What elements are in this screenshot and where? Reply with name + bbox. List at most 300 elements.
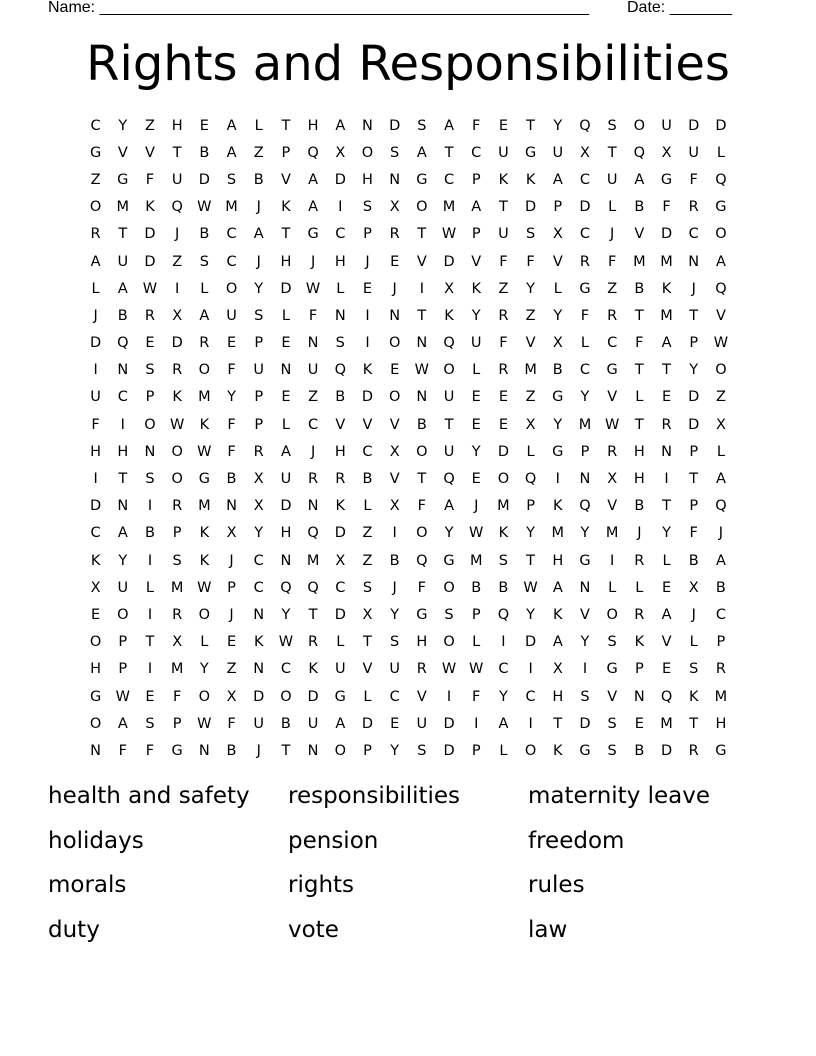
grid-letter: J xyxy=(310,253,316,270)
grid-letter: I xyxy=(93,362,98,379)
grid-letter: M xyxy=(198,498,211,515)
grid-letter: X xyxy=(172,307,183,324)
grid-letter: P xyxy=(634,661,644,678)
grid-letter: X xyxy=(172,634,183,651)
grid-letter: E xyxy=(661,389,672,406)
grid-letter: G xyxy=(606,661,618,678)
grid-letter: S xyxy=(254,307,264,324)
grid-letter: R xyxy=(498,307,509,324)
grid-letter: O xyxy=(388,389,401,406)
grid-letter: W xyxy=(414,362,430,379)
grid-letter: Z xyxy=(498,280,509,297)
grid-letter: A xyxy=(416,144,427,161)
grid-letter: O xyxy=(89,634,102,651)
grid-letter: T xyxy=(118,471,128,488)
grid-letter: Z xyxy=(90,171,101,188)
grid-letter: F xyxy=(689,525,698,542)
grid-letter: V xyxy=(389,416,400,433)
grid-letter: C xyxy=(579,226,591,243)
grid-letter: Y xyxy=(471,443,481,460)
grid-letter: S xyxy=(607,117,617,134)
grid-letter: N xyxy=(117,498,129,515)
grid-letter: U xyxy=(470,335,482,352)
grid-letter: R xyxy=(634,606,645,623)
grid-letter: G xyxy=(443,552,455,569)
grid-letter: C xyxy=(607,335,618,352)
grid-letter: J xyxy=(229,552,234,569)
grid-letter: A xyxy=(253,226,264,243)
grid-letter: C xyxy=(579,171,591,188)
grid-letter: M xyxy=(306,552,320,569)
grid-letter: I xyxy=(147,552,153,569)
grid-letter: X xyxy=(226,525,237,542)
grid-letter: D xyxy=(389,117,401,134)
grid-letter: P xyxy=(363,226,372,243)
grid-letter: K xyxy=(199,552,210,569)
grid-letter: V xyxy=(607,389,618,406)
grid-letter: P xyxy=(281,144,291,161)
grid-letter: H xyxy=(90,661,102,678)
grid-letter: U xyxy=(498,144,509,161)
grid-letter: I xyxy=(555,471,560,488)
grid-letter: Q xyxy=(443,471,455,488)
word-list-item: freedom xyxy=(528,827,625,854)
grid-letter: H xyxy=(416,634,428,651)
grid-letter: R xyxy=(715,661,726,678)
grid-letter: Z xyxy=(715,389,726,406)
grid-letter: I xyxy=(501,634,506,651)
grid-letter: Q xyxy=(117,335,129,352)
grid-letter: U xyxy=(443,389,455,406)
grid-letter: V xyxy=(145,144,155,161)
grid-letter: W xyxy=(604,416,620,433)
grid-letter: E xyxy=(498,117,508,134)
grid-letter: N xyxy=(416,389,428,406)
grid-letter: T xyxy=(634,307,644,324)
word-list-item: morals xyxy=(48,872,127,898)
grid-letter: D xyxy=(525,199,537,216)
word-list-item: law xyxy=(528,916,568,943)
grid-letter: G xyxy=(416,606,428,623)
grid-letter: N xyxy=(253,661,265,678)
grid-letter: Q xyxy=(497,606,510,623)
grid-letter: W xyxy=(469,525,484,542)
grid-letter: W xyxy=(169,416,185,433)
grid-letter: A xyxy=(661,606,672,623)
grid-letter: K xyxy=(199,416,210,433)
grid-letter: P xyxy=(689,498,699,515)
grid-letter: R xyxy=(634,552,645,569)
grid-letter: N xyxy=(307,742,319,759)
grid-letter: R xyxy=(172,362,183,379)
grid-letter: T xyxy=(444,144,454,161)
grid-letter: D xyxy=(307,688,319,705)
grid-letter: O xyxy=(416,199,428,216)
grid-letter: G xyxy=(416,171,428,188)
grid-letter: Y xyxy=(227,389,236,406)
grid-letter: T xyxy=(689,471,699,488)
grid-letter: J xyxy=(691,606,696,623)
grid-letter: V xyxy=(389,471,400,488)
header xyxy=(48,0,748,18)
grid-letter: M xyxy=(524,362,537,379)
grid-letter: B xyxy=(634,280,645,297)
grid-letter: E xyxy=(471,471,481,488)
grid-letter: F xyxy=(472,117,481,134)
grid-letter: T xyxy=(689,307,699,324)
grid-letter: I xyxy=(582,661,588,678)
word-list-item: health and safety xyxy=(48,783,250,809)
grid-letter: J xyxy=(610,226,615,243)
grid-letter: O xyxy=(361,144,374,161)
grid-letter: M xyxy=(660,307,673,324)
grid-letter: C xyxy=(253,552,264,569)
word-list-item: pension xyxy=(288,827,379,854)
grid-letter: Q xyxy=(660,688,673,705)
grid-letter: K xyxy=(498,525,509,542)
grid-letter: D xyxy=(660,226,673,243)
grid-letter: W xyxy=(197,579,212,596)
grid-letter: N xyxy=(688,253,700,270)
grid-letter: T xyxy=(281,742,291,759)
grid-letter: T xyxy=(689,715,699,732)
grid-letter: F xyxy=(499,335,508,352)
grid-letter: Z xyxy=(145,117,155,134)
grid-letter: Y xyxy=(580,525,590,542)
grid-letter: G xyxy=(89,688,102,705)
grid-letter: Y xyxy=(662,525,671,542)
grid-letter: E xyxy=(661,661,672,678)
grid-letter: F xyxy=(635,335,644,352)
grid-letter: E xyxy=(145,335,155,352)
grid-letter: B xyxy=(634,498,645,515)
grid-letter: N xyxy=(307,335,319,352)
grid-letter: R xyxy=(144,307,155,324)
grid-letter: I xyxy=(147,606,153,623)
grid-letter: U xyxy=(389,661,400,678)
grid-letter: L xyxy=(200,634,209,651)
grid-letter: D xyxy=(253,688,265,705)
grid-letter: V xyxy=(607,688,618,705)
grid-letter: R xyxy=(688,199,699,216)
grid-letter: T xyxy=(145,634,155,651)
grid-letter: V xyxy=(525,335,536,352)
grid-letter: G xyxy=(660,171,673,188)
grid-letter: Z xyxy=(362,525,373,542)
grid-letter: J xyxy=(637,525,642,542)
grid-letter: Y xyxy=(254,525,264,542)
grid-letter: Q xyxy=(579,498,591,515)
grid-letter: L xyxy=(91,280,100,297)
grid-letter: N xyxy=(90,742,102,759)
grid-letter: B xyxy=(416,416,427,433)
grid-letter: O xyxy=(715,226,727,243)
grid-letter: B xyxy=(199,226,210,243)
grid-letter: K xyxy=(553,606,563,623)
grid-letter: Y xyxy=(553,117,563,134)
grid-letter: G xyxy=(579,552,591,569)
grid-letter: D xyxy=(144,253,156,270)
word-list-item: responsibilities xyxy=(288,783,461,809)
grid-letter: H xyxy=(280,525,292,542)
grid-letter: J xyxy=(392,280,397,297)
grid-letter: V xyxy=(335,416,346,433)
grid-letter: N xyxy=(389,307,401,324)
grid-letter: X xyxy=(607,471,618,488)
grid-letter: M xyxy=(497,498,510,515)
grid-letter: E xyxy=(91,606,101,623)
grid-letter: H xyxy=(171,117,183,134)
grid-letter: I xyxy=(365,307,370,324)
grid-letter: P xyxy=(363,742,372,759)
grid-letter: H xyxy=(552,552,564,569)
grid-letter: Y xyxy=(118,552,128,569)
grid-letter: S xyxy=(145,471,155,488)
grid-letter: L xyxy=(200,280,209,297)
grid-letter: Y xyxy=(689,362,699,379)
grid-letter: C xyxy=(471,144,482,161)
grid-letter: T xyxy=(634,416,644,433)
grid-letter: P xyxy=(172,715,182,732)
grid-letter: L xyxy=(472,362,481,379)
grid-letter: E xyxy=(390,362,400,379)
grid-letter: L xyxy=(689,634,698,651)
grid-letter: H xyxy=(280,253,292,270)
grid-letter: I xyxy=(528,661,533,678)
grid-letter: X xyxy=(552,661,563,678)
grid-letter: P xyxy=(471,742,481,759)
grid-letter: O xyxy=(334,742,346,759)
grid-letter: A xyxy=(226,117,237,134)
grid-letter: B xyxy=(715,579,726,596)
grid-letter: C xyxy=(226,226,237,243)
grid-letter: M xyxy=(170,579,184,596)
grid-letter: M xyxy=(633,253,646,270)
grid-letter: D xyxy=(361,389,374,406)
grid-letter: A xyxy=(715,253,726,270)
grid-letter: I xyxy=(147,498,153,515)
grid-letter: T xyxy=(281,117,291,134)
grid-letter: A xyxy=(634,171,645,188)
grid-letter: S xyxy=(226,171,237,188)
grid-letter: U xyxy=(688,144,700,161)
grid-letter: Y xyxy=(118,117,128,134)
grid-letter: Y xyxy=(526,525,536,542)
grid-letter: S xyxy=(335,335,345,352)
grid-letter: W xyxy=(713,335,729,352)
grid-letter: N xyxy=(579,579,591,596)
grid-letter: N xyxy=(307,498,319,515)
grid-letter: E xyxy=(145,688,155,705)
grid-letter: N xyxy=(633,688,645,705)
grid-letter: E xyxy=(661,579,672,596)
grid-letter: B xyxy=(389,552,400,569)
grid-letter: R xyxy=(661,416,672,433)
grid-letter: K xyxy=(553,742,563,759)
grid-letter: K xyxy=(553,498,563,515)
grid-letter: J xyxy=(256,253,261,270)
grid-letter: G xyxy=(606,362,618,379)
grid-letter: K xyxy=(253,634,264,651)
grid-letter: F xyxy=(227,443,236,460)
grid-letter: A xyxy=(308,199,319,216)
grid-letter: M xyxy=(198,389,211,406)
grid-letter: F xyxy=(526,253,535,270)
grid-letter: S xyxy=(417,742,427,759)
grid-letter: L xyxy=(145,579,155,596)
grid-letter: L xyxy=(662,552,671,569)
grid-letter: Q xyxy=(715,171,727,188)
grid-letter: G xyxy=(579,280,591,297)
grid-letter: V xyxy=(280,171,291,188)
grid-letter: P xyxy=(716,634,726,651)
grid-letter: T xyxy=(444,416,454,433)
grid-letter: K xyxy=(498,171,509,188)
grid-letter: O xyxy=(117,606,129,623)
grid-letter: I xyxy=(365,335,370,352)
grid-letter: D xyxy=(144,226,156,243)
grid-letter: C xyxy=(362,443,373,460)
grid-letter: K xyxy=(471,280,481,297)
grid-letter: W xyxy=(197,443,212,460)
grid-letter: V xyxy=(552,253,563,270)
grid-letter: N xyxy=(362,117,373,134)
grid-letter: B xyxy=(199,144,210,161)
grid-letter: V xyxy=(607,498,618,515)
grid-letter: S xyxy=(362,199,373,216)
grid-letter: V xyxy=(661,634,672,651)
grid-letter: W xyxy=(441,226,457,243)
grid-letter: M xyxy=(714,688,728,705)
grid-letter: H xyxy=(715,715,727,732)
grid-letter: D xyxy=(688,416,700,433)
grid-letter: I xyxy=(120,416,125,433)
grid-letter: O xyxy=(443,362,455,379)
grid-letter: X xyxy=(444,280,454,297)
grid-letter: O xyxy=(198,606,211,623)
grid-letter: I xyxy=(147,661,153,678)
grid-letter: D xyxy=(660,742,673,759)
grid-letter: X xyxy=(552,226,563,243)
grid-letter: W xyxy=(523,579,538,596)
grid-letter: N xyxy=(389,171,401,188)
grid-letter: W xyxy=(197,199,212,216)
grid-letter: L xyxy=(336,280,345,297)
grid-letter: S xyxy=(689,661,699,678)
grid-letter: F xyxy=(417,498,427,515)
grid-letter: Y xyxy=(580,634,590,651)
grid-letter: O xyxy=(416,525,428,542)
grid-letter: U xyxy=(117,579,129,596)
grid-letter: M xyxy=(469,552,483,569)
grid-letter: P xyxy=(172,525,182,542)
grid-letter: I xyxy=(474,715,479,732)
grid-letter: G xyxy=(117,171,129,188)
grid-letter: Z xyxy=(253,144,264,161)
grid-letter: A xyxy=(715,471,726,488)
grid-letter: P xyxy=(254,389,264,406)
grid-letter: P xyxy=(471,606,481,623)
grid-letter: X xyxy=(253,498,264,515)
grid-letter: R xyxy=(308,471,319,488)
grid-letter: O xyxy=(280,688,292,705)
grid-letter: X xyxy=(715,416,726,433)
grid-letter: F xyxy=(662,199,671,216)
grid-letter: N xyxy=(226,498,237,515)
grid-letter: V xyxy=(471,253,482,270)
grid-letter: X xyxy=(253,471,264,488)
date-field-label: Date: _______ xyxy=(627,0,732,16)
grid-letter: R xyxy=(253,443,264,460)
grid-letter: I xyxy=(392,525,397,542)
grid-letter: C xyxy=(226,253,237,270)
grid-letter: B xyxy=(552,362,563,379)
grid-letter: O xyxy=(198,688,211,705)
grid-letter: Z xyxy=(525,389,536,406)
grid-letter: D xyxy=(443,253,455,270)
grid-letter: O xyxy=(388,335,401,352)
grid-letter: W xyxy=(115,688,130,705)
grid-letter: U xyxy=(498,226,509,243)
grid-letter: Q xyxy=(443,335,455,352)
grid-letter: J xyxy=(310,443,316,460)
grid-letter: T xyxy=(498,199,508,216)
grid-letter: I xyxy=(175,280,180,297)
grid-letter: F xyxy=(227,715,236,732)
grid-letter: P xyxy=(254,335,264,352)
grid-letter: E xyxy=(634,715,644,732)
grid-letter: G xyxy=(89,144,102,161)
grid-letter: A xyxy=(335,715,346,732)
grid-letter: I xyxy=(93,471,98,488)
grid-letter: C xyxy=(579,362,591,379)
grid-letter: G xyxy=(334,688,346,705)
grid-letter: A xyxy=(117,525,128,542)
grid-letter: B xyxy=(253,171,264,188)
grid-letter: S xyxy=(525,226,536,243)
grid-letter: B xyxy=(471,579,482,596)
grid-letter: S xyxy=(607,634,617,651)
grid-letter: O xyxy=(171,443,183,460)
grid-letter: N xyxy=(198,742,210,759)
grid-letter: A xyxy=(199,307,210,324)
grid-letter: T xyxy=(417,471,427,488)
grid-letter: F xyxy=(118,742,127,759)
grid-letter: P xyxy=(227,579,236,596)
grid-letter: A xyxy=(444,117,454,134)
grid-letter: L xyxy=(526,443,535,460)
grid-letter: F xyxy=(172,688,182,705)
grid-letter: R xyxy=(416,661,427,678)
grid-letter: D xyxy=(688,389,700,406)
grid-letter: P xyxy=(254,416,264,433)
grid-letter: N xyxy=(253,606,265,623)
grid-letter: G xyxy=(524,144,537,161)
grid-letter: H xyxy=(552,688,564,705)
grid-letter: D xyxy=(198,171,210,188)
grid-letter: D xyxy=(334,606,346,623)
grid-letter: C xyxy=(90,117,101,134)
grid-letter: B xyxy=(634,742,645,759)
grid-letter: Y xyxy=(526,280,536,297)
grid-letter: I xyxy=(528,715,533,732)
grid-letter: C xyxy=(443,171,455,188)
grid-letter: Z xyxy=(172,253,183,270)
grid-letter: D xyxy=(361,715,374,732)
grid-letter: T xyxy=(526,552,536,569)
grid-letter: A xyxy=(715,552,726,569)
grid-letter: V xyxy=(117,144,128,161)
